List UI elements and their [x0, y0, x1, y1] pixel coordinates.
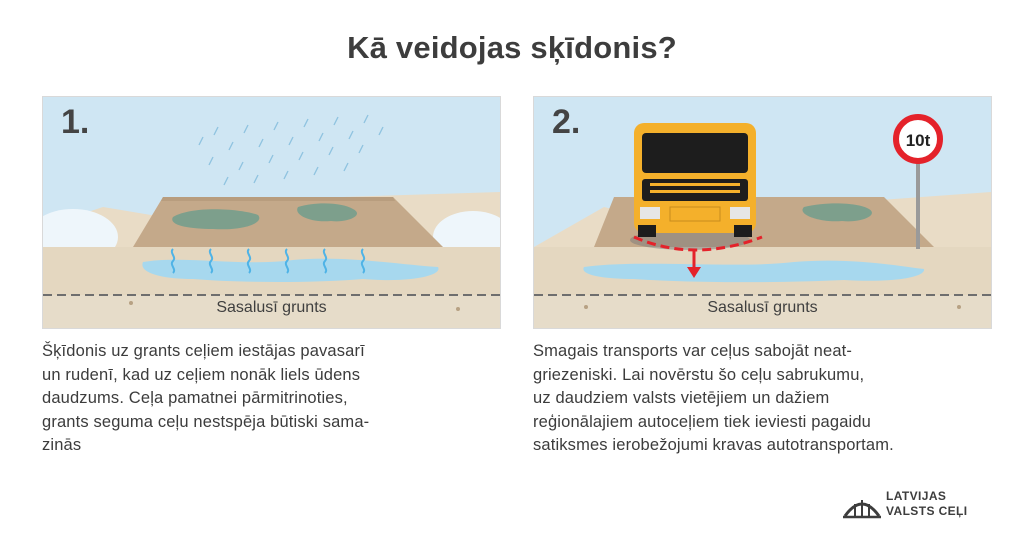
sign-text: 10t: [905, 131, 931, 150]
panel-step-2: [533, 96, 992, 329]
logo-bridge-icon: [843, 490, 881, 520]
panel-step-1: [42, 96, 501, 329]
ground-label: Sasalusī grunts: [216, 299, 327, 316]
step-number: 2.: [552, 103, 581, 141]
logo-text: LATVIJAS VALSTS CEĻI: [886, 489, 968, 518]
step-number: 1.: [61, 103, 90, 141]
panel-2-illustration: [534, 97, 991, 328]
panel-2-description: Smagais transports var ceļus sabojāt neat- griezeniski. Lai novērstu šo ceļu sabrukumu, uz daudziem valsts vietējiem un dažiem reģionālajiem autoceļiem tiek ieviesti pagaidu satiksmes ierobežojumi kravas autotransportam.: [533, 342, 894, 455]
ground-label: Sasalusī grunts: [707, 299, 818, 316]
page-title: Kā veidojas sķīdonis?: [347, 30, 677, 65]
panel-1-illustration: [43, 97, 500, 328]
logo: [843, 488, 993, 524]
panel-1-description: Šķīdonis uz grants ceļiem iestājas pavasarī un rudenī, kad uz ceļiem nonāk liels ūdens daudzums. Ceļa pamatnei pārmitrinoties, grants seguma ceļu nestspēja būtiski sama- zinās: [42, 342, 370, 455]
truck: [630, 123, 756, 250]
